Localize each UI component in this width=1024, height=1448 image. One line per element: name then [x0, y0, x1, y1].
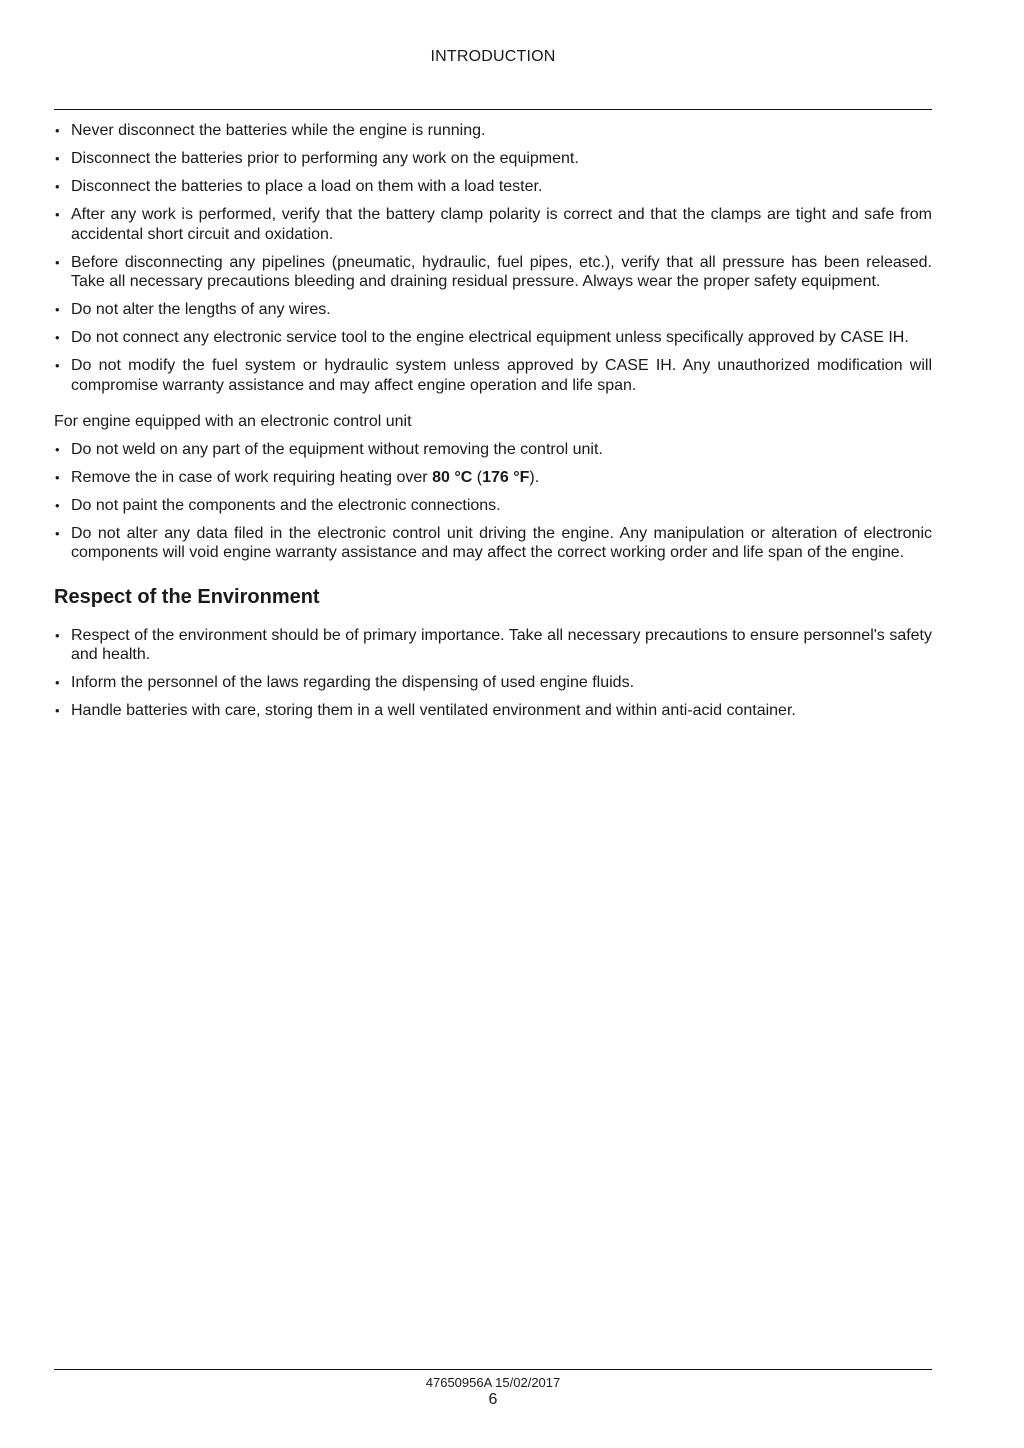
- list-item: • Disconnect the batteries prior to performing any work on the equipment.: [54, 149, 932, 169]
- ecu-intro-text: For engine equipped with an electronic control unit: [54, 413, 412, 430]
- temp-sentence-mid: (: [472, 468, 483, 486]
- list-item: • Inform the personnel of the laws regarding the dispensing of used engine fluids.: [54, 673, 932, 693]
- temperature-fahrenheit: 176 °F: [482, 468, 530, 486]
- ecu-precautions-list: [54, 440, 932, 563]
- temp-sentence-suffix: ).: [529, 468, 540, 486]
- temp-sentence-prefix: Remove the in case of work requiring heating over: [71, 468, 433, 486]
- list-item: • Before disconnecting any pipelines (pneumatic, hydraulic, fuel pipes, etc.), verify that all pressure has been released. Take all necessary precautions bleeding and draining residual pressure. Always wear the proper safety equipment.: [54, 253, 932, 292]
- header-divider: [54, 109, 932, 110]
- page-content: [54, 121, 932, 729]
- section-heading-environment: Respect of the Environment: [54, 585, 320, 608]
- footer-document-reference: 47650956A 15/02/2017: [425, 1375, 561, 1390]
- list-item: • Do not modify the fuel system or hydraulic system unless approved by CASE IH. Any unauthorized modification will compromise warranty assistance and may affect engine operation and life span.: [54, 356, 932, 395]
- list-item: • Never disconnect the batteries while the engine is running.: [54, 121, 932, 141]
- footer-divider: [54, 1369, 932, 1370]
- environment-list: [54, 626, 932, 721]
- page-header-title: INTRODUCTION: [430, 48, 556, 65]
- list-item: • Do not weld on any part of the equipment without removing the control unit.: [54, 440, 932, 460]
- list-item: • Do not connect any electronic service tool to the engine electrical equipment unless specifically approved by CASE IH.: [54, 328, 932, 348]
- list-item: • Disconnect the batteries to place a load on them with a load tester.: [54, 177, 932, 197]
- temperature-celsius: 80 °C: [432, 468, 473, 486]
- list-item: • Handle batteries with care, storing them in a well ventilated environment and within anti-acid container.: [54, 701, 932, 721]
- list-item: [54, 468, 932, 488]
- list-item: • Do not paint the components and the electronic connections.: [54, 496, 932, 516]
- list-item: • Do not alter any data filed in the electronic control unit driving the engine. Any manipulation or alteration of electronic components will void engine warranty assistance and may affect the correct working order and life span of the engine.: [54, 524, 932, 563]
- list-item: • Respect of the environment should be of primary importance. Take all necessary precautions to ensure personnel's safety and health.: [54, 626, 932, 665]
- list-item: • Do not alter the lengths of any wires.: [54, 300, 932, 320]
- battery-precautions-list: [54, 121, 932, 395]
- list-item: • After any work is performed, verify that the battery clamp polarity is correct and that the clamps are tight and safe from accidental short circuit and oxidation.: [54, 205, 932, 244]
- page-number: 6: [488, 1391, 498, 1408]
